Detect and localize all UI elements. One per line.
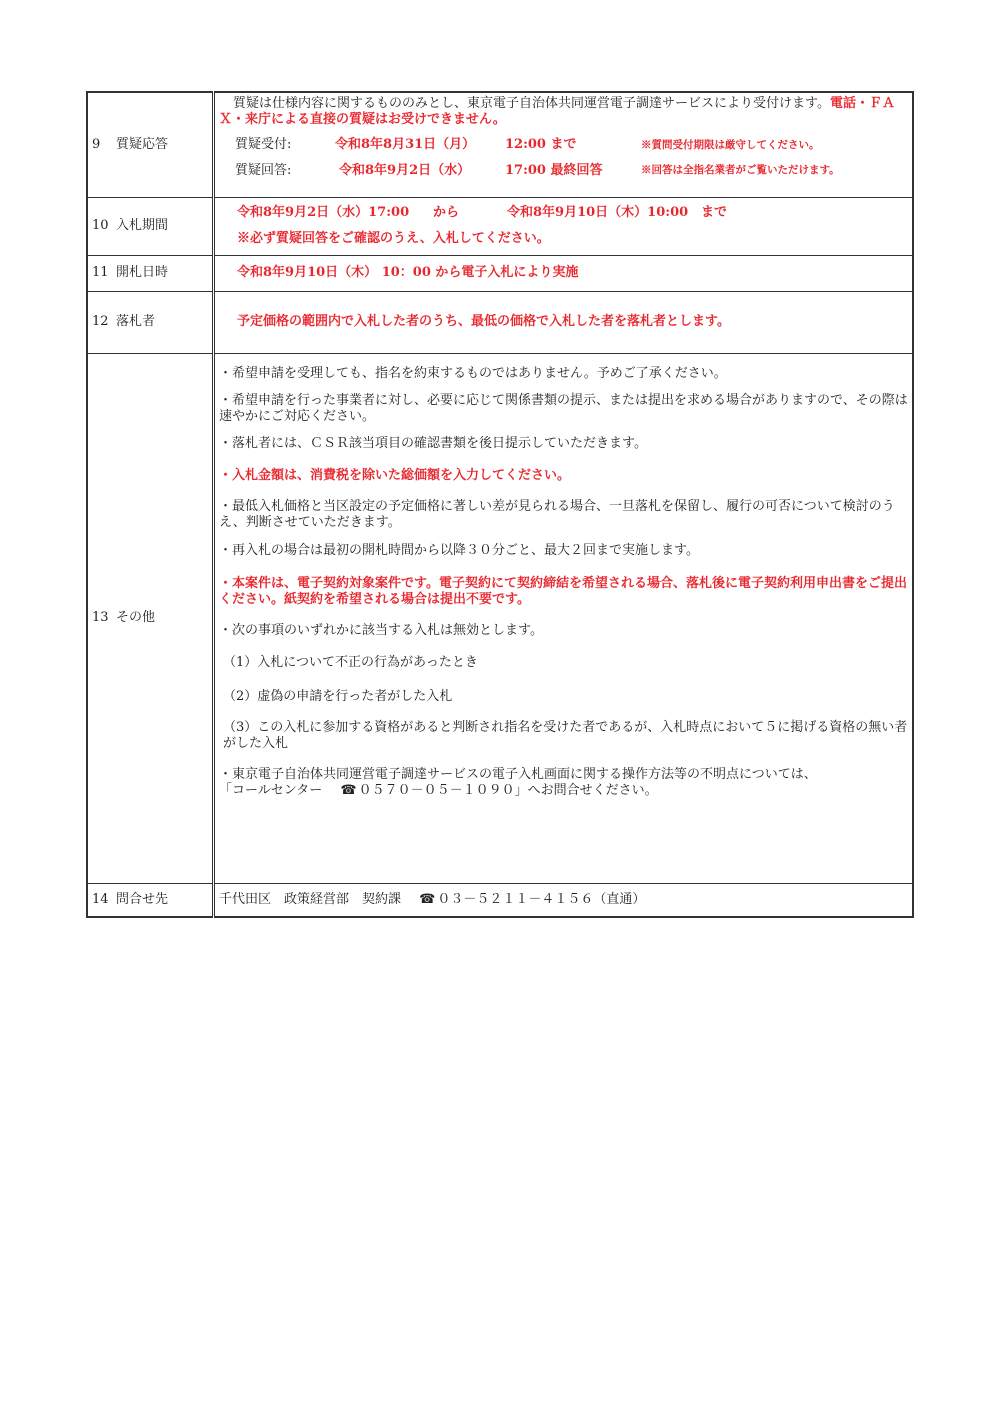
phone-icon: ☎ xyxy=(419,891,436,907)
document-sheet xyxy=(86,91,914,918)
row-contact xyxy=(87,883,913,917)
invalid-item: （3）この入札に参加する資格があると判断され指名を受けた者であるが、入札時点において５に掲げる資格の無い者がした入札 xyxy=(223,720,908,751)
qa-answer-note: ※回答は全指名業者がご覧いただけます。 xyxy=(641,164,840,177)
row-value-cell xyxy=(214,255,914,291)
row-number: 10 xyxy=(92,218,109,234)
bid-period-note: ※必ず質疑回答をご確認のうえ、入札してください。 xyxy=(237,231,550,246)
bid-period-end: 令和8年9月10日（木）10:00 xyxy=(507,205,689,221)
contact-dept: 千代田区 政策経営部 契約課 xyxy=(219,891,402,907)
invalid-item: （2）虚偽の申請を行った者がした入札 xyxy=(223,688,453,704)
qa-accept-label: 質疑受付: xyxy=(235,137,292,153)
row-number: 12 xyxy=(92,314,109,330)
opening-date-text: 令和8年9月10日（木） 10：00 から電子入札により実施 xyxy=(237,265,579,281)
qa-intro-text: 質疑は仕様内容に関するもののみとし、東京電子自治体共同運営電子調達サービスにより受付けます。 xyxy=(233,96,830,111)
row-number: 14 xyxy=(92,891,109,907)
qa-warning-text: 電話・ＦＡＸ・来庁による直接の質疑はお受けできません。 xyxy=(219,96,895,127)
bid-period-start: 令和8年9月2日（水）17:00 xyxy=(237,205,410,221)
phone-icon: ☎ xyxy=(340,783,357,798)
bid-period-from: から xyxy=(433,205,460,221)
other-item: ・東京電子自治体共同運営電子調達サービスの電子入札画面に関する操作方法等の不明点については、 xyxy=(219,767,817,783)
spec-table xyxy=(86,91,914,918)
other-item: ・次の事項のいずれかに該当する入札は無効とします。 xyxy=(219,623,543,639)
row-value-cell xyxy=(214,883,914,917)
row-value-cell xyxy=(214,291,914,353)
row-number: 11 xyxy=(92,265,109,281)
row-label: 入札期間 xyxy=(116,218,169,234)
qa-answer-label: 質疑回答: xyxy=(235,162,292,178)
invalid-item: （1）入札について不正の行為があったとき xyxy=(223,655,478,671)
row-value-cell xyxy=(214,92,914,197)
qa-accept-time: 12:00 まで xyxy=(505,137,577,153)
qa-answer-time: 17:00 最終回答 xyxy=(505,162,603,178)
row-label-cell xyxy=(87,291,214,353)
row-value-cell xyxy=(214,353,914,883)
other-item-tax: ・入札金額は、消費税を除いた総価額を入力してください。 xyxy=(219,467,571,483)
row-label-cell xyxy=(87,353,214,883)
row-label: 開札日時 xyxy=(116,265,169,281)
row-bid-period xyxy=(87,197,913,255)
call-center-label: 「コールセンター xyxy=(219,783,323,798)
other-item-e-contract: ・本案件は、電子契約対象案件です。電子契約にて契約締結を希望される場合、落札後に電子契約利用申出書をご提出ください。紙契約を希望される場合は提出不要です。 xyxy=(219,576,907,607)
row-label-cell xyxy=(87,92,214,197)
row-opening-date xyxy=(87,255,913,291)
row-winner xyxy=(87,291,913,353)
row-number: 13 xyxy=(92,610,109,626)
row-label-cell xyxy=(87,255,214,291)
row-value-cell xyxy=(214,197,914,255)
row-label-cell xyxy=(87,197,214,255)
other-item: ・再入札の場合は最初の開札時間から以降３０分ごと、最大２回まで実施します。 xyxy=(219,542,699,558)
row-label: その他 xyxy=(116,610,156,626)
other-item: ・最低入札価格と当区設定の予定価格に著しい差が見られる場合、一旦落札を保留し、履行の可否について検討のうえ、判断させていただきます。 xyxy=(219,499,895,531)
contact-phone: ０３－５２１１－４１５６（直通） xyxy=(437,891,646,907)
qa-accept-line xyxy=(219,137,908,153)
winner-text: 予定価格の範囲内で入札した者のうち、最低の価格で入札した者を落札者とします。 xyxy=(237,314,730,330)
row-number: 9 xyxy=(92,136,101,152)
row-label-cell xyxy=(87,883,214,917)
bid-period-until: まで xyxy=(701,205,728,221)
qa-accept-note: ※質問受付期限は厳守してください。 xyxy=(641,138,820,151)
qa-answer-line xyxy=(219,163,908,179)
qa-accept-date: 令和8年8月31日（月） xyxy=(335,137,476,153)
other-item: ・希望申請を行った事業者に対し、必要に応じて関係書類の提示、または提出を求める場合がありますので、その際は速やかにご対応ください。 xyxy=(219,393,908,424)
row-qa xyxy=(87,92,913,197)
row-label: 問合せ先 xyxy=(116,891,169,907)
bid-period-line xyxy=(219,205,908,221)
call-center-line xyxy=(219,783,908,799)
other-item: ・落札者には、ＣＳＲ該当項目の確認書類を後日提示していただきます。 xyxy=(219,436,647,452)
qa-answer-date: 令和8年9月2日（水） xyxy=(339,162,471,178)
other-item: ・希望申請を受理しても、指名を約束するものではありません。予めご了承ください。 xyxy=(219,365,727,381)
row-label: 質疑応答 xyxy=(116,136,169,152)
call-center-number: ０５７０－０５－１０９０」へお問合せください。 xyxy=(358,783,658,798)
row-label: 落札者 xyxy=(116,314,156,330)
row-other xyxy=(87,353,913,883)
